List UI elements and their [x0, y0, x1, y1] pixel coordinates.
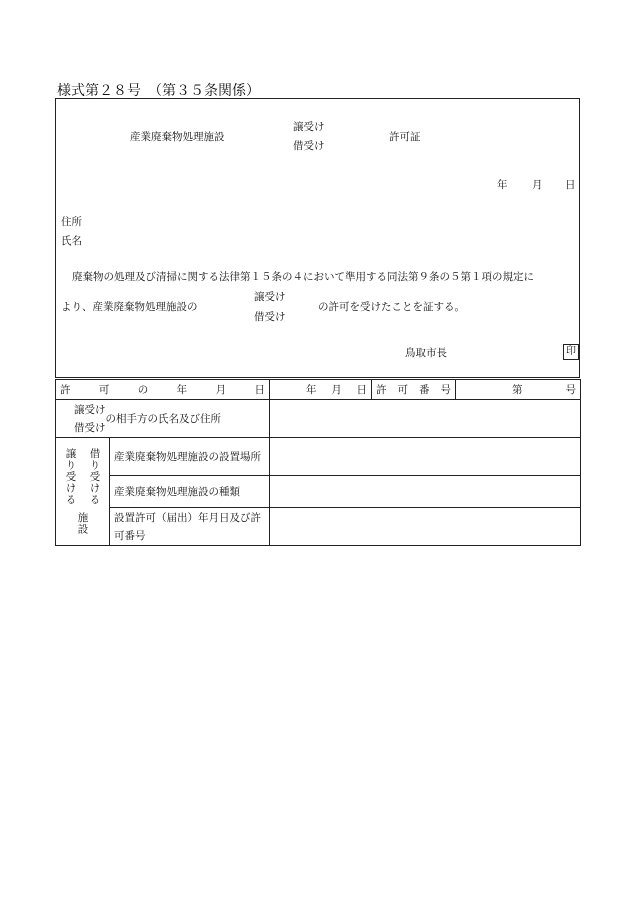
certificate-title-option-lease: 借受け	[293, 140, 325, 152]
permit-date-value: 年 月 日	[270, 380, 372, 400]
body-line-2b: の許可を受けたことを証する。	[318, 301, 465, 313]
body-line-2a: より、産業廃棄物処理施設の	[61, 301, 198, 313]
permit-number-label: 許 可 番 号	[372, 380, 456, 400]
counterparty-value	[270, 400, 581, 438]
certificate-box	[55, 98, 580, 378]
issuer: 鳥取市長	[405, 347, 447, 359]
certificate-title-option-transfer: 譲受け	[293, 121, 325, 133]
permit-number-value: 第 号	[456, 380, 581, 400]
date-year: 年	[497, 179, 508, 191]
permit-date-label: 許 可 の 年 月 日	[56, 380, 270, 400]
name-label: 氏名	[61, 235, 82, 247]
certificate-title-left: 産業廃棄物処理施設	[130, 131, 225, 143]
permit-row	[56, 508, 581, 546]
body-option-transfer: 譲受け	[254, 291, 286, 303]
permit-label: 設置許可（届出）年月日及び許可番号	[110, 508, 270, 546]
type-row	[56, 476, 581, 508]
form-number: 様式第２８号 （第３５条関係）	[57, 83, 260, 99]
location-value	[270, 438, 581, 476]
permit-date-row	[56, 380, 581, 400]
location-row	[56, 438, 581, 476]
location-label: 産業廃棄物処理施設の設置場所	[110, 438, 270, 476]
facility-side-label: 借り受ける 譲り受ける 施設	[56, 438, 110, 546]
seal-mark: 印	[563, 344, 579, 360]
permit-details-table	[55, 379, 581, 546]
certificate-title-right: 許可証	[389, 131, 421, 143]
counterparty-row	[56, 400, 581, 438]
body-option-lease: 借受け	[254, 311, 286, 323]
date-day: 日	[565, 179, 576, 191]
type-value	[270, 476, 581, 508]
body-line-1: 廃棄物の処理及び清掃に関する法律第１５条の４において準用する同法第９条の５第１項の規定に	[72, 271, 534, 283]
permit-value	[270, 508, 581, 546]
date-month: 月	[532, 179, 543, 191]
counterparty-label: 譲受け 借受け の相手方の氏名及び住所	[56, 400, 270, 438]
type-label: 産業廃棄物処理施設の種類	[110, 476, 270, 508]
address-label: 住所	[61, 216, 82, 228]
